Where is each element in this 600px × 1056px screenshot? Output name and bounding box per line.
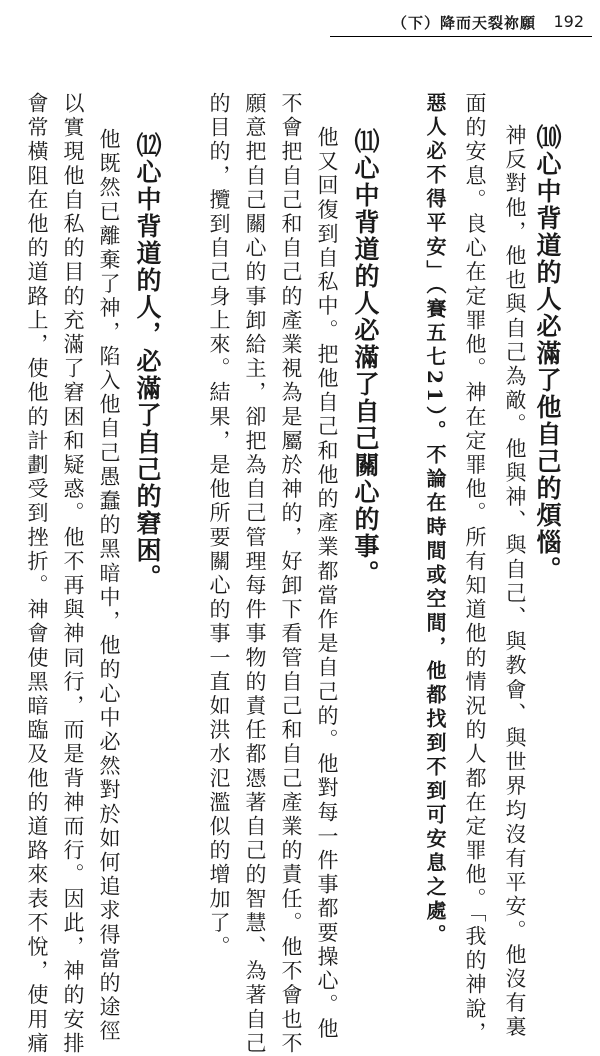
text-column: 他又回復到自私中。把他自己和他的產業都當作是自己的。他對每一件事都要操心。他 <box>315 126 339 1042</box>
section-heading-11: ⑾心中背道的人必滿了自己關心的事。 <box>351 128 380 587</box>
text-column: 不會把自己和自己的產業視為是屬於神的，好卸下看管自己和自己產業的責任。他不會也不 <box>279 92 303 1056</box>
text-column: 面的安息。良心在定罪他。神在定罪他。所有知道他的情況的人都在定罪他。「我的神說， <box>463 92 487 1046</box>
section-heading-12: ⑿心中背道的人，必滿了自己的窘困。 <box>133 132 162 591</box>
text-column: 會常橫阻在他的道路上，使他的計劃受到挫折。神會使黑暗臨及他的道路來表不悅，使用痛 <box>25 92 49 1056</box>
text-column: 神反對他，他也與自己為敵。他與神、與自己、與教會、與世界均沒有平安。他沒有裏 <box>503 124 527 1040</box>
text-column: 惡人必不得平安」（賽五七21）。不論在時間或空間，他都找到不到可安息之處。 <box>423 92 447 948</box>
chapter-title: （下）降而天裂祢願 <box>391 14 536 32</box>
text-column: 的目的，攬到自己身上來。結果，是他所要關心的事一直如洪水氾濫似的增加了。 <box>207 92 231 960</box>
running-header <box>0 6 600 36</box>
text-column: 他既然已離棄了神，陷入他自己愚蠢的黑暗中，他的心中必然對於如何追求得當的途徑 <box>97 128 121 1044</box>
page-number: 192 <box>553 12 584 31</box>
section-heading-10: ⑽心中背道的人必滿了他自己的煩惱。 <box>533 124 562 583</box>
text-column: 以實現他自私的目的充滿了窘困和疑惑。他不再與神同行，而是背神而行。因此，神的安排 <box>61 92 85 1056</box>
text-column: 願意把自己關心的事卸給主，卻把為自己管理每件事物的責任都憑著自己的智慧、為著自己 <box>243 92 267 1056</box>
header-rule <box>330 36 592 37</box>
